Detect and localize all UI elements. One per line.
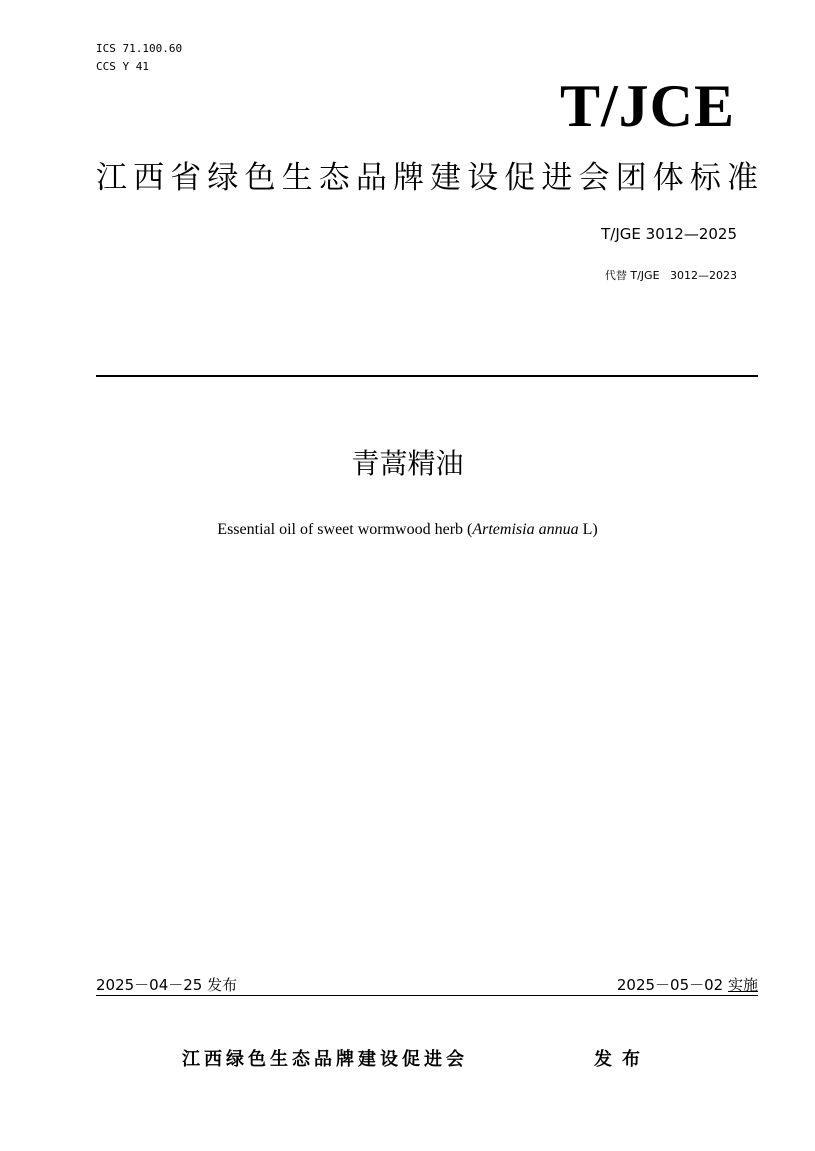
english-title-suffix: L) [578, 521, 598, 538]
standard-logo: T/JCE [559, 73, 735, 139]
implementation-date-value: 2025－05－02 [616, 976, 728, 994]
ccs-code: CCS Y 41 [96, 60, 149, 73]
publish-label: 发布 [594, 1049, 650, 1070]
publish-date: 2025－04－25 发布 [96, 976, 238, 994]
implementation-date [617, 974, 758, 996]
top-divider [96, 375, 758, 377]
publisher-name: 江西绿色生态品牌建设促进会 [182, 1049, 468, 1070]
document-title-english [0, 519, 815, 541]
ics-code: ICS 71.100.60 [96, 42, 183, 55]
organization-standard-title: 江西省绿色生态品牌建设促进会团体标准 [96, 160, 758, 196]
english-title-latin-name: Artemisia annua [472, 521, 579, 538]
english-title-prefix: Essential oil of sweet wormwood herb ( [217, 521, 473, 538]
replaces-standard: 代替 T/JGE 3012—2023 [604, 269, 737, 282]
standard-number: T/JGE 3012—2025 [601, 225, 737, 243]
implementation-label: 实施 [727, 976, 758, 994]
document-title-chinese: 青蒿精油 [351, 447, 464, 480]
bottom-divider [96, 995, 758, 996]
